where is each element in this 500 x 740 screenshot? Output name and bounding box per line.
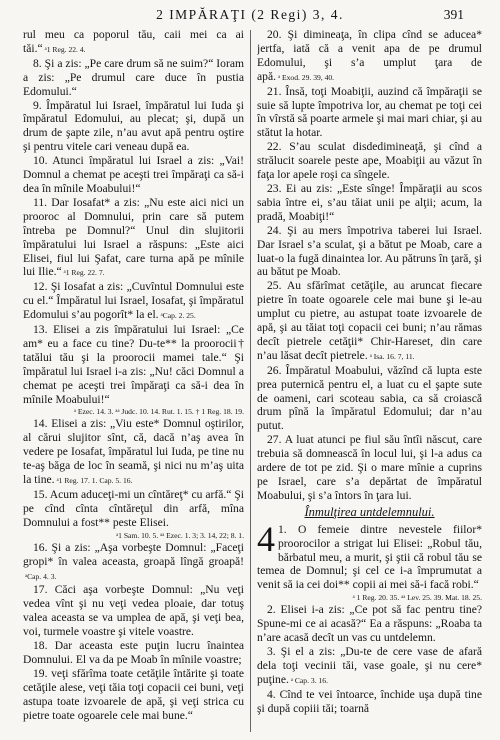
verse-8: 8. Şi a zis: „Pe care drum să ne suim?“ Ioram a zis: „Pe drumul care duce în pustia Edomului.“ [23, 56, 244, 98]
chapter-4-verse-4: 4. Cînd te vei întoarce, închide uşa după tine şi după copiii tăi; toarnă [257, 687, 482, 715]
verse-17: 17. Căci aşa vorbeşte Domnul: „Nu veţi vedea vînt şi nu veţi vedea ploaie, dar totuş valea aceasta se va umplea de apă, şi veţi bea, voi, turmele voastre şi vitele voastre. [23, 583, 244, 639]
verse-18: 18. Dar aceasta este puţin lucru înaintea Domnului. El va da pe Moab în mînile voastre; [23, 639, 244, 666]
verse-26: 26. Împăratul Moabului, văzînd că lupta este prea puternică pentru el, a luat cu el şapte sute de oameni, cari scoteau sabia, ca să croiască drum pînă la împăratul Edomului; dar n’au putut. [257, 363, 482, 433]
cross-reference: ᵃ 1 Reg. 20. 35. ᵃᵃ Lev. 25. 39. Mat. 18. 25. [352, 593, 482, 603]
verse-12: 12. Şi Iosafat a zis: „Cuvîntul Domnului este cu el.“ Împăratul lui Israel, Iosafat, şi împăratul Edomului s’au pogorît* la el. ᵃCap. 2. 25. [23, 280, 244, 322]
verse-22: 22. S’au sculat disdedimineaţă, şi cînd a strălucit soarele peste ape, Moabiţii au văzut în faţa lor apele roşi ca sîngele. [257, 140, 482, 182]
cross-reference: ᵃCap. 2. 25. [160, 311, 196, 321]
verse-15: 15. Acum aduceţi-mi un cîntăreţ* cu arfă.“ Şi pe cînd cînta cîntăreţul din arfă, mîna Domnului a fost** peste Elisei. [23, 488, 244, 529]
verse-10: 10. Atunci împăratul lui Israel a zis: „Vai! Domnul a chemat pe aceşti trei împăraţi ca să-i dea în mînile Moabului!“ [23, 154, 244, 195]
cross-reference: ᵃ1 Sam. 10. 5. ᵃᵃ Ezec. 1. 3; 3. 14, 22; 8. 1. [116, 530, 244, 540]
verse-9: 9. Împăratul lui Israel, împăratul lui Iuda şi împăratul Edomului, au plecat; şi, după un drum de şapte zile, n’au avut apă pentru oştire şi pentru vitele cari veneau după ea. [23, 98, 244, 154]
chapter-4-verse-3: 3. Şi el a zis: „Du-te de cere vase de afară dela toţi vecinii tăi, vase goale, şi nu cere* puţine. ᵃ Cap. 3. 16. [257, 644, 482, 686]
right-column [257, 28, 482, 736]
cross-reference: ᵃ Isa. 16. 7, 11. [369, 351, 415, 361]
cross-reference: ᵃ Exod. 29. 39, 40. [278, 72, 335, 82]
cross-reference: ᵃ Ezec. 14. 3. ᵃᵃ Judc. 10. 14. Rut. 1. 15. † 1 Reg. 18. 19. [73, 407, 244, 417]
cross-reference: ᵃ1 Reg. 22. 4. [44, 44, 86, 54]
left-column [23, 28, 244, 736]
running-title: 2 IMPĂRAŢI (2 Regi) 3, 4. [156, 7, 344, 22]
column-divider [250, 30, 251, 732]
verse-19: 19. veţi sfărîma toate cetăţile întărite şi toate cetăţile alese, veţi tăia toţi copacii cei buni, veţi astupa toate izvoarele de apă, şi veţi strica cu pietre toate ogoarele cele mai bune.“ [23, 666, 244, 722]
chapter-number: 4 [257, 518, 275, 559]
verse-23: 23. Ei au zis: „Este sînge! Împăraţii au scos sabia între ei, s’au tăiat unii pe alţii; acum, la pradă, Moabiţi!“ [257, 181, 482, 223]
verse-16: 16. Şi a zis: „Aşa vorbeşte Domnul: „Faceţi gropi* în valea aceasta, groapă lîngă groapă!ᵃCap. 4. 3. [23, 540, 244, 581]
verse-24: 24. Şi au mers împotriva taberei lui Israel. Dar Israel s’a sculat, şi a bătut pe Moab, care a luat-o la fugă dinaintea lor. Au pătruns în ţară, şi au bătut pe Moab. [257, 223, 482, 279]
verse-21: 21. Însă, toţi Moabiţii, auzind că împăraţii se suie să lupte împotriva lor, au chemat pe toţi cei în vîrstă să poarte armele şi mai mari chiar, şi au stătut la hotar. [257, 84, 482, 140]
cross-reference: ᵃ1 Reg. 22. 7. [63, 268, 105, 278]
verse-14: 14. Elisei a zis: „Viu este* Domnul oştirilor, al cărui slujitor sînt, că, dacă n’aş avea în vedere pe Iosafat, împăratul lui Iuda, pe tine nu te-aş băga de loc în seamă, şi nici nu m’aş uita la tine. ᵃ1 Reg. 17. 1. Cap. 5. 16. [23, 417, 244, 487]
cross-reference: ᵃ1 Reg. 17. 1. Cap. 5. 16. [56, 476, 133, 486]
cross-reference: ᵃ Cap. 3. 16. [290, 675, 328, 685]
chapter-4-verse-1: 4 1. O femeie dintre nevestele fiilor* proorocilor a strigat lui Elisei: „Robul tău, bărbatul meu, a murit, şi ştii că robul tău se temea de Domnul; şi cel ce i-a împrumutat a venit să ia cei doi** copii ai mei să-i facă robi.“ [257, 518, 482, 592]
verse-11: 11. Dar Iosafat* a zis: „Nu este aici nici un prooroc al Domnului, prin care să putem întreba pe Domnul?“ Unul din slujitorii împăratului lui Israel a răspuns: „Este aici Elisei, fiul lui Şafat, care turna apă pe mînile lui Ilie.“ ᵃ1 Reg. 22. 7. [23, 195, 244, 279]
page-number: 391 [443, 7, 464, 22]
verse-27: 27. A luat atunci pe fiul său întîi născut, care trebuia să domnească în locul lui, şi l-a adus ca ardere de tot pe zid. Şi o mare mînie a cuprins pe Israel, care s’a depărtat de împăratul Moabului, şi s’a întors în ţara lui. [257, 433, 482, 502]
chapter-4-verse-2: 2. Elisei i-a zis: „Ce pot să fac pentru tine? Spune-mi ce ai acasă?“ Ea a răspuns: „Roaba ta n’are acasă decît un vas cu untdelemn. [257, 603, 482, 645]
verse-25: 25. Au sfărîmat cetăţile, au aruncat fiecare pietre în toate ogoarele cele mai bune şi le-au umplut cu pietre, au astupat toate izvoarele de apă, şi au tăiat toţi copacii cei buni; n’au rămas decît pietrele cetăţii* Chir-Hareset, din care n’au lăsat decît pietrele. ᵃ Isa. 16. 7, 11. [257, 279, 482, 362]
section-heading: Înmulţirea untdelemnului. [304, 504, 435, 519]
verse-7-end: rul meu ca poporul tău, caii mei ca ai tăi.“ ᵃ1 Reg. 22. 4. [23, 28, 244, 55]
verse-13: 13. Elisei a zis împăratului lui Israel: „Ce am* eu a face cu tine? Du-te** la proorocii† tatălui tău şi la proorocii mamei tale.“ Şi împăratul lui Israel i-a zis: „Nu! căci Domnul a chemat pe aceşti trei împăraţi ca să-i dea în mînile Moabului!“ [23, 323, 244, 406]
verse-20: 20. Şi dimineaţa, în clipa cînd se aducea* jertfa, iată că a venit apa de pe drumul Edomului, şi s’a umplut ţara de apă. ᵃ Exod. 29. 39, 40. [257, 28, 482, 83]
cross-reference: ᵃCap. 4. 3. [25, 571, 57, 581]
page-header [0, 7, 500, 27]
